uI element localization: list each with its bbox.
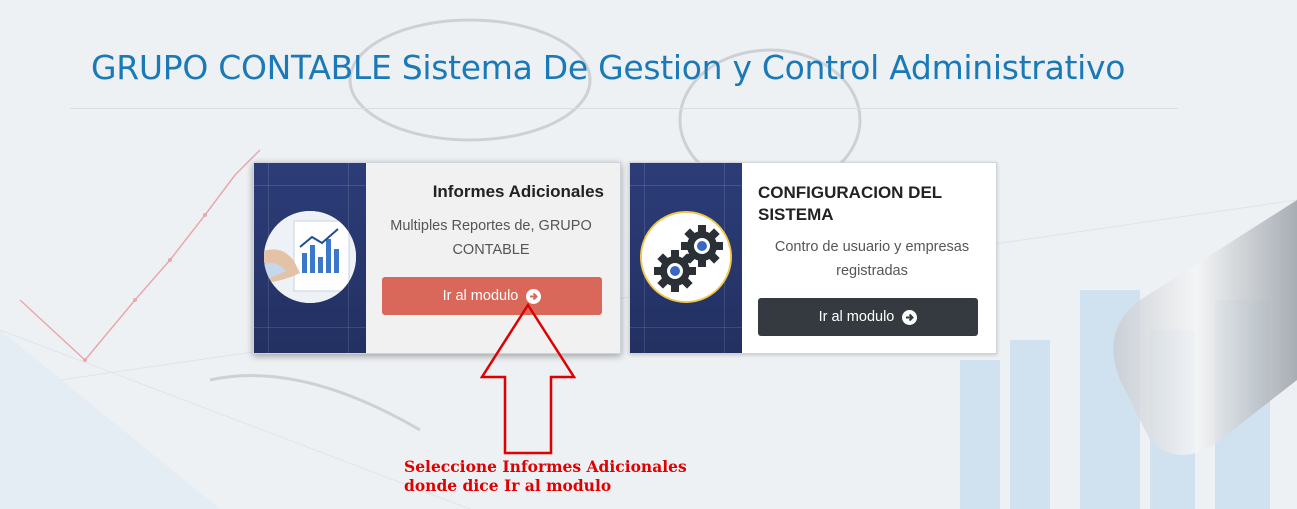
annotation-line: Seleccione Informes Adicionales	[404, 457, 687, 476]
report-photo-icon	[264, 211, 356, 303]
card-title: Informes Adicionales	[432, 182, 604, 201]
button-label: Ir al modulo	[818, 309, 895, 325]
card-side-panel	[254, 163, 366, 353]
card-title: CONFIGURACION DEL SISTEMA	[758, 183, 942, 224]
card-configuracion-sistema	[629, 162, 997, 354]
arrow-circle-right-icon	[526, 289, 541, 304]
annotation-text	[404, 457, 687, 495]
title-divider	[70, 108, 1178, 109]
button-label: Ir al modulo	[442, 288, 519, 304]
card-description: Multiples Reportes de, GRUPO CONTABLE	[390, 218, 592, 258]
ir-al-modulo-button[interactable]	[758, 298, 978, 336]
page-title: GRUPO CONTABLE Sistema De Gestion y Control Administrativo	[91, 48, 1126, 87]
arrow-circle-right-icon	[902, 310, 917, 325]
card-description: Contro de usuario y empresas registradas	[774, 239, 970, 279]
annotation-up-arrow	[478, 303, 578, 455]
annotation-line: donde dice Ir al modulo	[404, 476, 612, 495]
card-side-panel	[630, 163, 742, 353]
gears-icon	[640, 211, 732, 303]
